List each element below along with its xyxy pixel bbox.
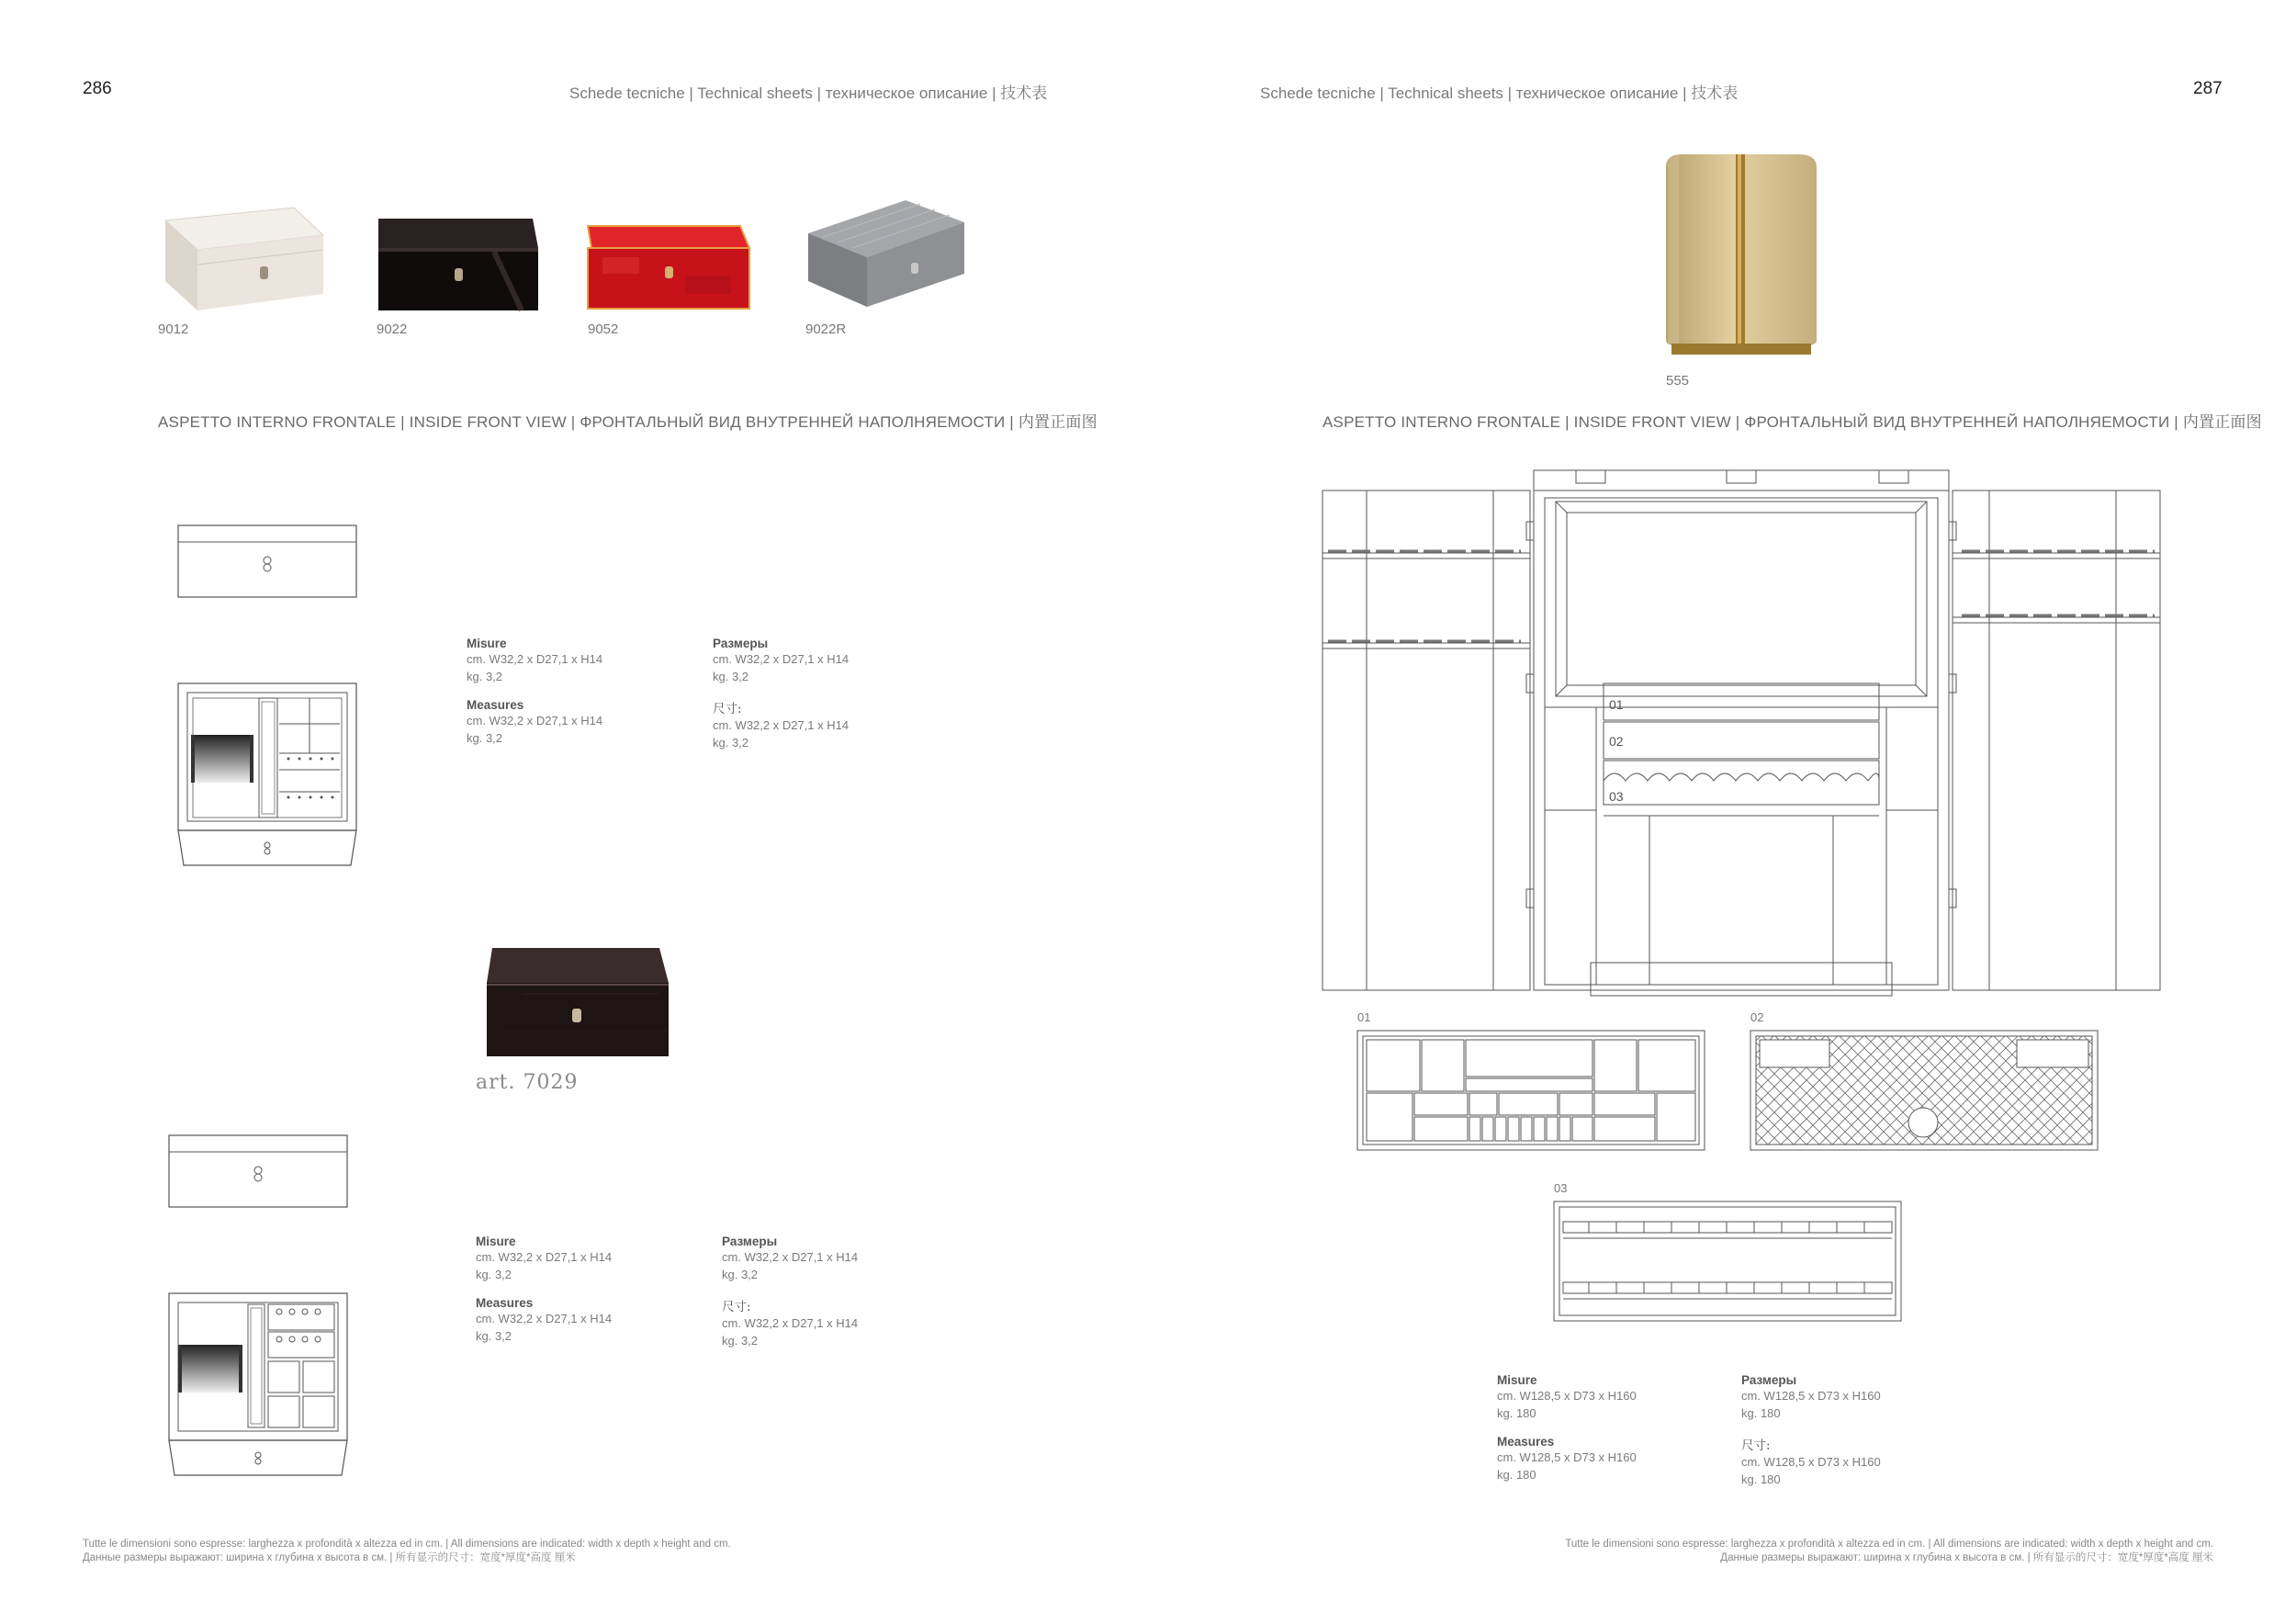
footer-line: Tutte le dimensioni sono espresse: larghezza x profondità x altezza ed in cm. | All dimensions are indicated: width x depth x height and cm. (1565, 1539, 2213, 1550)
right-page-number: 287 (2193, 79, 2223, 98)
box-inside-drawing (167, 1291, 351, 1479)
spec-weight: kg. 3,2 (722, 1268, 759, 1281)
spec-weight: kg. 180 (1497, 1406, 1536, 1420)
product-photo-555 (1660, 151, 1822, 358)
spec-label: Measures (476, 1296, 534, 1310)
footer-note (1565, 1538, 2213, 1565)
footer-line: Tutte le dimensioni sono espresse: larghezza x profondità x altezza ed in cm. | All dimensions are indicated: width x depth x height and cm. (83, 1539, 731, 1550)
spec-dims: cm. W32,2 x D27,1 x H14 (722, 1316, 859, 1330)
spec-weight: kg. 3,2 (467, 731, 503, 745)
cabinet-open-drawing (1319, 467, 2164, 999)
spec-dims: cm. W32,2 x D27,1 x H14 (476, 1250, 613, 1264)
product-photo-7029 (485, 942, 674, 1062)
spec-block-it-en (476, 1235, 696, 1358)
spec-dims: cm. W32,2 x D27,1 x H14 (467, 714, 603, 727)
spec-label: 尺寸: (722, 1300, 751, 1314)
box-inside-drawing (176, 682, 360, 869)
product-photo-9022 (375, 215, 540, 312)
spec-weight: kg. 3,2 (476, 1268, 512, 1281)
product-code-label: 9012 (158, 321, 189, 337)
spec-block-ru-cn (722, 1235, 942, 1362)
spec-dims: cm. W32,2 x D27,1 x H14 (467, 652, 603, 666)
footer-note (83, 1538, 731, 1565)
product-photo-9052 (584, 220, 753, 312)
spec-dims: cm. W32,2 x D27,1 x H14 (713, 652, 850, 666)
spec-label: Measures (1497, 1435, 1555, 1449)
spec-block-ru-cn (713, 637, 933, 764)
article-label: art. 7029 (476, 1071, 579, 1094)
section-title: ASPETTO INTERNO FRONTALE | INSIDE FRONT VIEW | ФРОНТАЛЬНЫЙ ВИД ВНУТРЕННЕЙ НАПОЛНЯЕМОСТИ | 内置正面图 (1322, 413, 2262, 431)
spec-weight: kg. 180 (1497, 1468, 1536, 1482)
drawer-label: 01 (1609, 697, 1624, 712)
section-title: ASPETTO INTERNO FRONTALE | INSIDE FRONT VIEW | ФРОНТАЛЬНЫЙ ВИД ВНУТРЕННЕЙ НАПОЛНЯЕМОСТИ | 内置正面图 (158, 413, 1097, 431)
product-code-label: 9052 (588, 321, 619, 337)
detail-label: 01 (1357, 1010, 1371, 1024)
spec-block-it-en (1497, 1373, 1717, 1496)
spec-weight: kg. 3,2 (713, 736, 749, 750)
spec-label: Measures (467, 698, 524, 712)
spec-label: 尺寸: (1741, 1438, 1771, 1453)
spec-label: Misure (476, 1235, 516, 1248)
spec-weight: kg. 3,2 (722, 1334, 759, 1348)
spec-dims: cm. W128,5 x D73 x H160 (1741, 1389, 1881, 1403)
spec-dims: cm. W32,2 x D27,1 x H14 (476, 1312, 613, 1325)
spec-block-it-en (467, 637, 687, 760)
box-front-drawing (176, 524, 360, 601)
product-code-label: 9022 (377, 321, 408, 337)
left-page-header: Schede tecniche | Technical sheets | техническое описание | 技术表 (569, 85, 1048, 102)
spec-dims: cm. W128,5 x D73 x H160 (1741, 1455, 1881, 1469)
spec-weight: kg. 180 (1741, 1406, 1781, 1420)
spec-label: Размеры (722, 1235, 778, 1248)
spec-dims: cm. W128,5 x D73 x H160 (1497, 1450, 1637, 1464)
spec-weight: kg. 180 (1741, 1472, 1781, 1486)
spec-weight: kg. 3,2 (713, 670, 749, 683)
right-page-header: Schede tecniche | Technical sheets | техническое описание | 技术表 (1260, 85, 1739, 102)
spec-label: Misure (1497, 1373, 1537, 1387)
spec-block-ru-cn (1741, 1373, 1962, 1501)
product-code-label: 9022R (805, 321, 847, 337)
product-photo-9022R (805, 197, 968, 312)
detail-label: 02 (1750, 1010, 1764, 1024)
drawer-label: 02 (1609, 734, 1624, 749)
product-photo-9012 (156, 202, 326, 312)
spec-label: Размеры (713, 637, 769, 650)
box-front-drawing (167, 1133, 351, 1211)
footer-line: Данные размеры выражают: ширина x глубина x высота в см. | 所有显示的尺寸：宽度*厚度*高度 厘米 (1720, 1552, 2213, 1563)
drawer-03-detail (1552, 1200, 1905, 1325)
spec-weight: kg. 3,2 (467, 670, 503, 683)
drawer-02-detail (1749, 1029, 2101, 1154)
spec-label: 尺寸: (713, 702, 742, 716)
spec-dims: cm. W32,2 x D27,1 x H14 (713, 718, 850, 732)
product-code-label: 555 (1666, 373, 1690, 389)
drawer-01-detail (1356, 1029, 1708, 1154)
footer-line: Данные размеры выражают: ширина x глубина x высота в см. | 所有显示的尺寸：宽度*厚度*高度 厘米 (83, 1552, 576, 1563)
spec-label: Размеры (1741, 1373, 1797, 1387)
spec-label: Misure (467, 637, 507, 650)
spec-weight: kg. 3,2 (476, 1329, 512, 1343)
detail-label: 03 (1554, 1181, 1568, 1195)
spec-dims: cm. W32,2 x D27,1 x H14 (722, 1250, 859, 1264)
drawer-label: 03 (1609, 789, 1624, 804)
left-page-number: 286 (83, 79, 112, 98)
spec-dims: cm. W128,5 x D73 x H160 (1497, 1389, 1637, 1403)
